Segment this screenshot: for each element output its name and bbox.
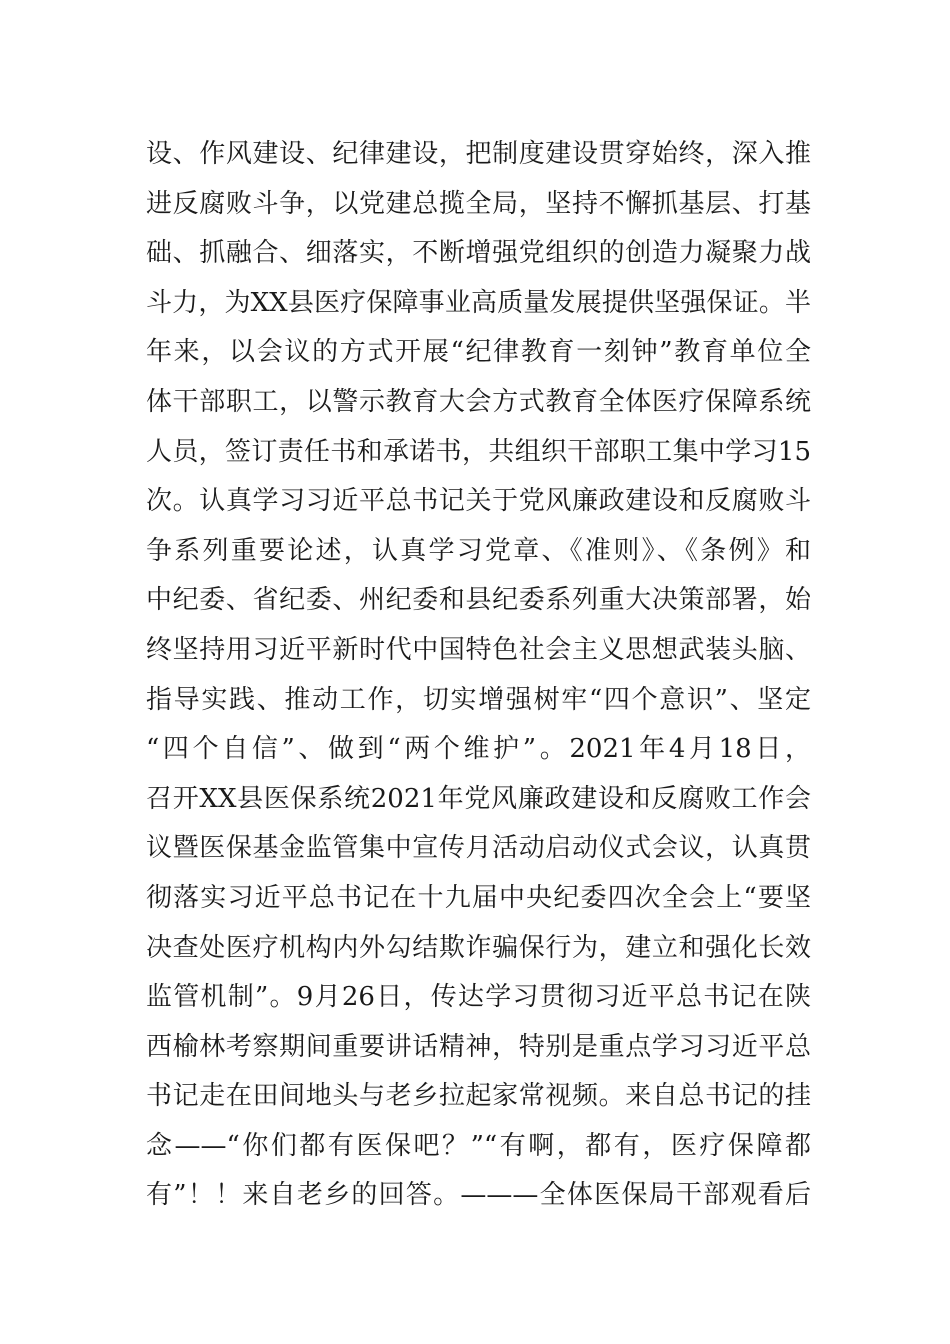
text-line: 书记走在田间地头与老乡拉起家常视频。来自总书记的挂	[146, 1081, 811, 1112]
text-line: 进反腐败斗争，以党建总揽全局，坚持不懈抓基层、打基	[146, 188, 811, 219]
text-line: 年来，以会议的方式开展“纪律教育一刻钟”教育单位全	[146, 337, 811, 368]
text-line: 础、抓融合、细落实，不断增强党组织的创造力凝聚力战	[146, 238, 811, 269]
text-line: 决查处医疗机构内外勾结欺诈骗保行为，建立和强化长效	[146, 932, 811, 963]
text-line: 监管机制”。9月26日，传达学习贯彻习近平总书记在陕	[146, 982, 811, 1013]
text-line: 次。认真学习习近平总书记关于党风廉政建设和反腐败斗	[146, 486, 811, 517]
body-text	[146, 130, 811, 1221]
text-line: 争系列重要论述，认真学习党章、《准则》、《条例》和	[146, 535, 811, 566]
text-line: 指导实践、推动工作，切实增强树牢“四个意识”、坚定	[146, 684, 811, 715]
text-line: 念——“你们都有医保吧？”“有啊，都有，医疗保障都	[146, 1130, 811, 1161]
text-line: 有”！！来自老乡的回答。———全体医保局干部观看后	[146, 1180, 811, 1211]
text-line: 设、作风建设、纪律建设，把制度建设贯穿始终，深入推	[146, 139, 811, 169]
text-line: 召开XX县医保系统2021年党风廉政建设和反腐败工作会	[146, 783, 811, 814]
text-line: 西榆林考察期间重要讲话精神，特别是重点学习习近平总	[146, 1031, 811, 1062]
text-line: 体干部职工，以警示教育大会方式教育全体医疗保障系统	[146, 386, 811, 417]
text-line: “四个自信”、做到“两个维护”。2021年4月18日，	[146, 734, 811, 765]
text-line: 人员，签订责任书和承诺书，共组织干部职工集中学习15	[146, 436, 811, 467]
text-line: 斗力，为XX县医疗保障事业高质量发展提供坚强保证。半	[146, 287, 811, 318]
text-line: 议暨医保基金监管集中宣传月活动启动仪式会议，认真贯	[146, 833, 811, 864]
text-line: 终坚持用习近平新时代中国特色社会主义思想武装头脑、	[146, 634, 811, 665]
text-line: 彻落实习近平总书记在十九届中央纪委四次全会上“要坚	[146, 882, 811, 913]
text-line: 中纪委、省纪委、州纪委和县纪委系列重大决策部署，始	[146, 585, 811, 616]
